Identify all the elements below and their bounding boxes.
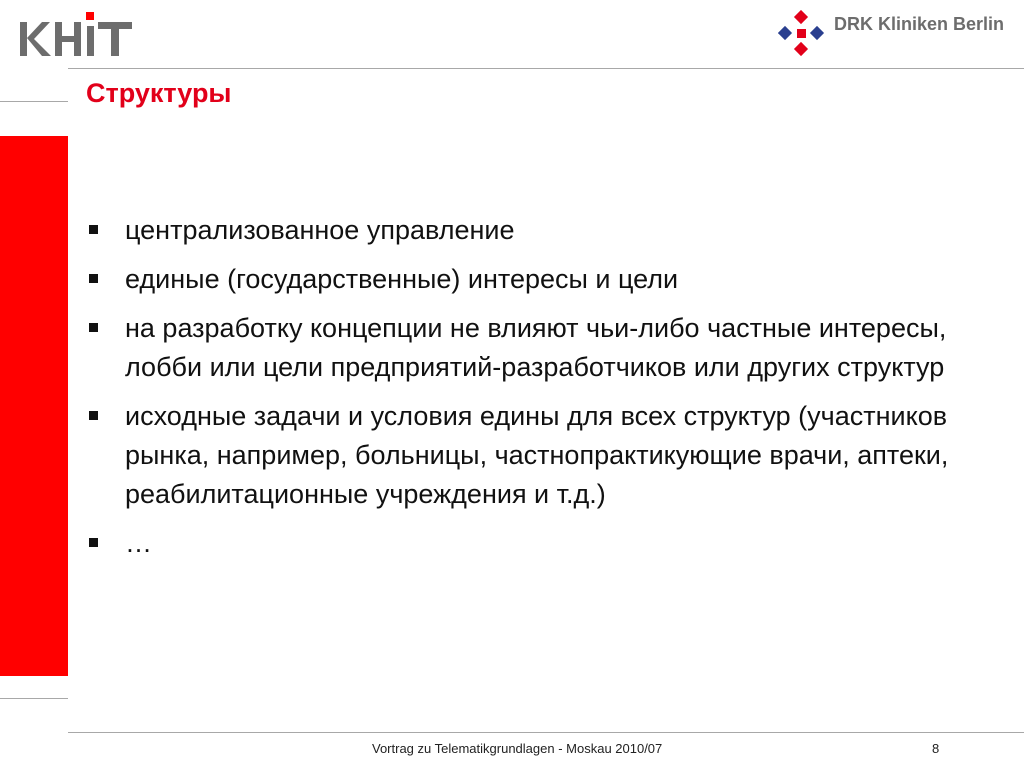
footer-divider xyxy=(68,732,1024,733)
red-side-bar xyxy=(0,136,68,676)
slide-title: Структуры xyxy=(86,78,232,108)
list-item xyxy=(86,309,966,387)
bullet-text: централизованное управление xyxy=(125,215,515,245)
bullet-text: на разработку концепции не влияют чьи-либо частные интересы, лобби или цели предприятий-разработчиков или других структур xyxy=(125,313,947,382)
list-item xyxy=(86,260,966,299)
bullet-text: исходные задачи и условия едины для всех структур (участников рынка, например, больницы, частнопрактикующие врачи, аптеки, реабилитационные учреждения и т.д.) xyxy=(125,401,949,509)
drk-logo-text: DRK Kliniken Berlin xyxy=(834,14,1005,34)
square-bullet-icon xyxy=(89,323,98,332)
footer-text: Vortrag zu Telematikgrundlagen - Moskau 2010/07 xyxy=(372,741,663,756)
list-item xyxy=(86,524,966,563)
square-bullet-icon xyxy=(89,411,98,420)
left-margin-rule xyxy=(0,101,68,102)
square-bullet-icon xyxy=(89,538,98,547)
khit-logo xyxy=(18,12,140,58)
drk-kliniken-logo xyxy=(778,10,1010,58)
header-divider xyxy=(68,68,1024,69)
square-bullet-icon xyxy=(89,274,98,283)
bullet-text: единые (государственные) интересы и цели xyxy=(125,264,679,294)
bullet-list xyxy=(86,211,966,573)
list-item xyxy=(86,211,966,250)
bullet-text: … xyxy=(125,528,152,558)
left-margin-rule xyxy=(0,698,68,699)
list-item xyxy=(86,397,966,514)
page-number: 8 xyxy=(932,741,940,756)
square-bullet-icon xyxy=(89,225,98,234)
drk-cross-emblem-icon xyxy=(778,10,826,58)
